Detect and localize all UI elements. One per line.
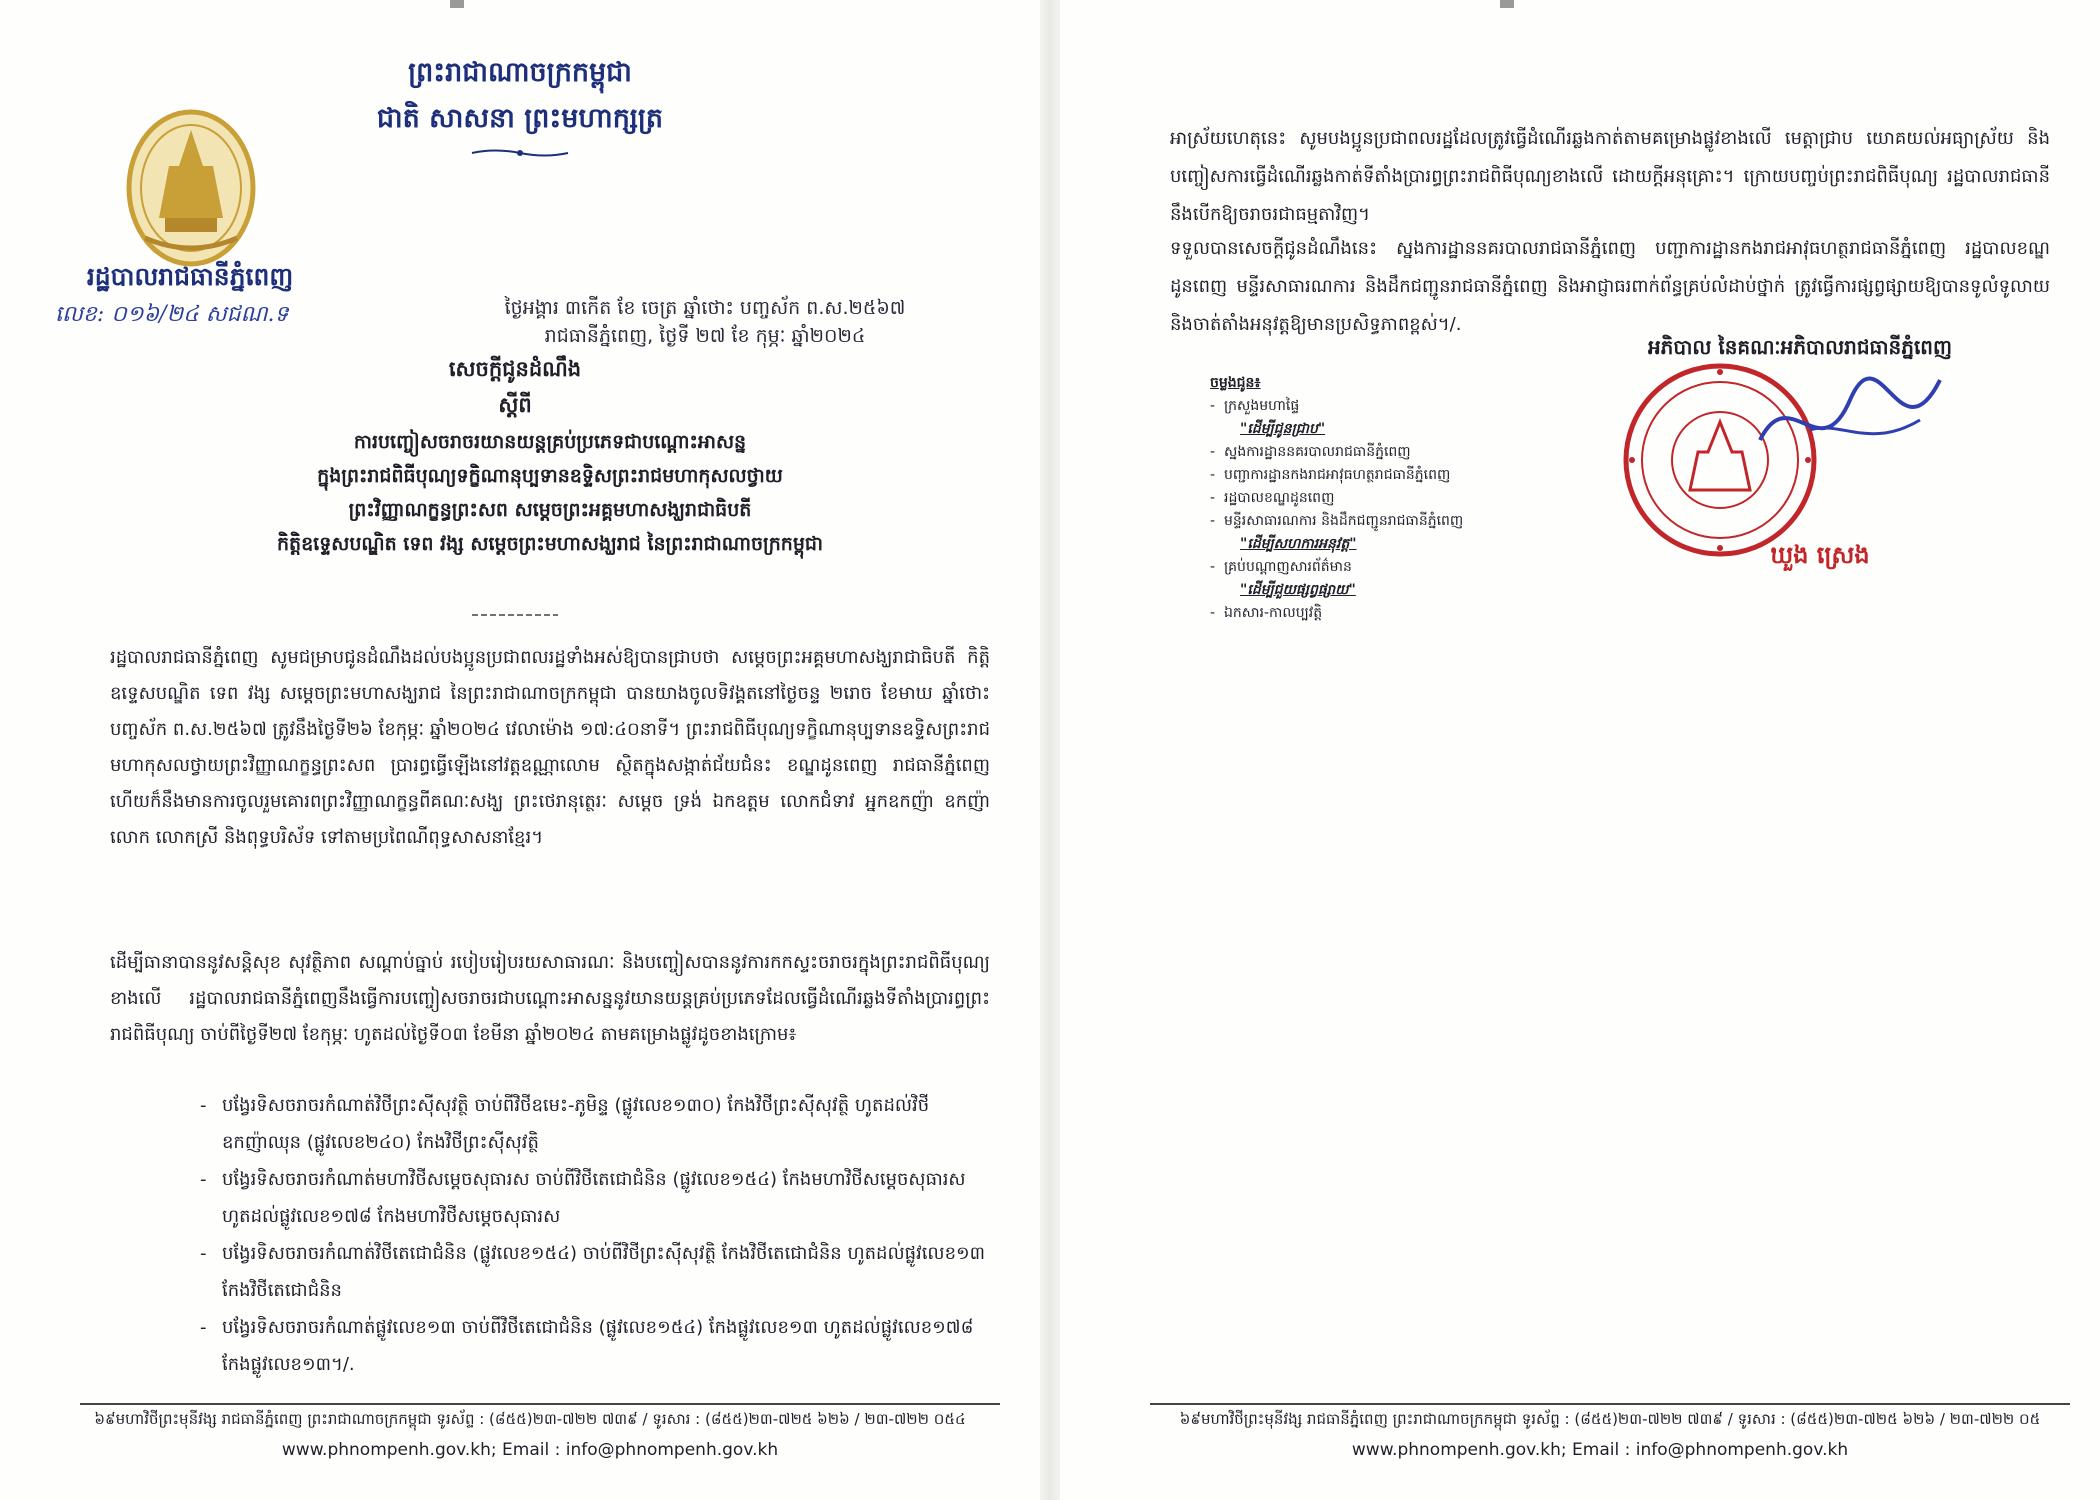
body-paragraph: រដ្ឋបាលរាជធានីភ្នំពេញ សូមជម្រាបជូនដំណឹងដល់បងប្អូនប្រជាពលរដ្ឋទាំងអស់ឱ្យបានជ្រាបថា សម្តេចព្រះអគ្គមហាសង្ឃរាជាធិបតី កិត្តិឧទ្ទេសបណ្ឌិត ទេព វង្ស សម្តេចព្រះមហាសង្ឃរាជ នៃព្រះរាជាណាចក្រកម្ពុជា បានយាងចូលទិវង្គតនៅថ្ងៃចន្ទ ២រោច ខែមាឃ ឆ្នាំថោះ បញ្ចស័ក ព.ស.២៥៦៧ ត្រូវនឹងថ្ងៃទី២៦ ខែកុម្ភៈ ឆ្នាំ២០២៤ វេលាម៉ោង ១៧:៤០នាទី។ ព្រះរាជពិធីបុណ្យទក្ខិណានុប្បទានឧទ្ទិសព្រះរាជមហាកុសលថ្វាយព្រះវិញ្ញាណក្ខន្ធព្រះសព ប្រារព្ធធ្វើឡើងនៅវត្តឧណ្ណាលោម ស្ថិតក្នុងសង្កាត់ជ័យជំនះ ខណ្ឌដូនពេញ រាជធានីភ្នំពេញ ហើយក៏នឹងមានការចូលរួមគោរពព្រះវិញ្ញាណក្ខន្ធពីគណៈសង្ឃ ព្រះថេរានុត្ថេរៈ សម្តេច ទ្រង់ ឯកឧត្តម លោកជំទាវ អ្នកឧកញ៉ា ឧកញ៉ា លោក លោកស្រី និងពុទ្ធបរិស័ទ ទៅតាមប្រពៃណីពុទ្ធសាសនាខ្មែរ។ [110,647,990,848]
page-gutter [1040,0,1060,1500]
section-divider [470,611,560,619]
national-motto: ជាតិ សាសនា ព្រះមហាក្សត្រ [376,103,664,134]
ministry-emblem [125,108,257,268]
cc-note: "ដើម្បីជួយផ្សព្វផ្សាយ" [1240,582,1356,598]
cc-item: - បញ្ជាការដ្ឋានកងរាជអាវុធហត្ថរាជធានីភ្នំពេញ [1210,467,1451,483]
reference-number: លេខ: ០១៦/២៤ សជណ.ទ [55,302,289,327]
cc-item-text: រដ្ឋបាលខណ្ឌដូនពេញ [1224,490,1335,506]
scan-mark [1500,0,1514,8]
cc-note: "ដើម្បីសហការអនុវត្ត" [1240,536,1357,552]
list-item-text: បង្វែរទិសចរាចរកំណាត់មហាវិថីសម្តេចសុធារស ចាប់ពីវិថីតេជោជំនិន (ផ្លូវលេខ១៥៤) កែងមហាវិថីសម្តេចសុធារស ហូតដល់ផ្លូវលេខ១៧៨ កែងមហាវិថីសម្តេចសុធារស [222,1169,966,1227]
document-page-right [1060,0,2100,1500]
cc-item: - ស្នងការដ្ឋាននគរបាលរាជធានីភ្នំពេញ [1210,444,1411,460]
body-paragraph: អាស្រ័យហេតុនេះ សូមបងប្អូនប្រជាពលរដ្ឋដែលត្រូវធ្វើដំណើរឆ្លងកាត់តាមគម្រោងផ្លូវខាងលើ មេត្តាជ្រាប យោគយល់អធ្យាស្រ័យ និងបញ្ចៀសការធ្វើដំណើរឆ្លងកាត់ទីតាំងប្រារព្ធព្រះរាជពិធីបុណ្យខាងលើ ដោយក្តីអនុគ្រោះ។ ក្រោយបញ្ចប់ព្រះរាជពិធីបុណ្យ រដ្ឋបាលរាជធានីនឹងបើកឱ្យចរាចរជាធម្មតាវិញ។ [1170,128,2050,225]
body-paragraph: ទទួលបានសេចក្តីជូនដំណឹងនេះ ស្នងការដ្ឋាននគរបាលរាជធានីភ្នំពេញ បញ្ជាការដ្ឋានកងរាជអាវុធហត្ថរាជធានីភ្នំពេញ រដ្ឋបាលខណ្ឌដូនពេញ មន្ទីរសាធារណការ និងដឹកជញ្ជូនរាជធានីភ្នំពេញ និងអាជ្ញាធរពាក់ព័ន្ធគ្រប់លំដាប់ថ្នាក់ ត្រូវធ្វើការផ្សព្វផ្សាយឱ្យបានទូលំទូលាយ និងចាត់តាំងអនុវត្តឱ្យមានប្រសិទ្ធភាពខ្ពស់។/. [1170,238,2050,335]
list-item: - បង្វែរទិសចរាចរកំណាត់វិថីតេជោជំនិន (ផ្លូវលេខ១៥៤) ចាប់ពីវិថីព្រះស៊ីសុវត្ថិ កែងវិថីតេជោជំនិន ហូតដល់ផ្លូវលេខ១៣ កែងវិថីតេជោជំនិន [200,1243,985,1301]
cc-item-text: ក្រសួងមហាផ្ទៃ [1224,398,1300,414]
signer-title: អភិបាល នៃគណៈអភិបាលរាជធានីភ្នំពេញ [1647,335,1953,359]
cc-item-text: បញ្ជាការដ្ឋានកងរាជអាវុធហត្ថរាជធានីភ្នំពេញ [1224,467,1451,483]
cc-item-text: គ្រប់បណ្តាញសារព័ត៌មាន [1224,559,1352,575]
footer-address: ៦៩មហាវិថីព្រះមុនីវង្ស រាជធានីភ្នំពេញ ព្រះរាជាណាចក្រកម្ពុជា ទូរស័ព្ទ : (៨៥៥)២៣-៧២២ ៧៣៩ / ទូរសារ : (៨៥៥)២៣-៧២៥ ៦២៦ / ២៣-៧២២ ០៥៤ [94,1410,966,1428]
detour-list [200,1087,990,1383]
list-item-text: បង្វែរទិសចរាចរកំណាត់វិថីព្រះស៊ីសុវត្ថិ ចាប់ពីវិថីឧមេះ-ភូមិន្ទ (ផ្លូវលេខ១៣០) កែងវិថីព្រះស៊ីសុវត្ថិ ហូតដល់វិថីឧកញ៉ាឈុន (ផ្លូវលេខ២៤០) កែងវិថីព្រះស៊ីសុវត្ថិ [222,1095,930,1153]
subject-line: ក្នុងព្រះរាជពិធីបុណ្យទក្ខិណានុប្បទានឧទ្ទិសព្រះរាជមហាកុសលថ្វាយ [317,465,783,487]
footer-rule [1150,1403,2070,1405]
signature-icon [1750,360,1950,480]
subject-line: កិត្តិឧទ្ទេសបណ្ឌិត ទេព វង្ស សម្តេចព្រះមហាសង្ឃរាជ នៃព្រះរាជាណាចក្រកម្ពុជា [277,533,823,555]
city-date: រាជធានីភ្នំពេញ, ថ្ងៃទី ២៧ ខែ កុម្ភៈ ឆ្នាំ២០២៤ [544,325,866,347]
cc-list [1210,372,1590,625]
list-item-text: បង្វែរទិសចរាចរកំណាត់វិថីតេជោជំនិន (ផ្លូវលេខ១៥៤) ចាប់ពីវិថីព្រះស៊ីសុវត្ថិ កែងវិថីតេជោជំនិន ហូតដល់ផ្លូវលេខ១៣ កែងវិថីតេជោជំនិន [222,1243,985,1301]
notice-title: សេចក្តីជូនដំណឹង [448,357,582,381]
footer-web: www.phnompenh.gov.kh; Email : info@phnompenh.gov.kh [1351,1440,1849,1460]
cc-heading: ចម្លងជូន៖ [1210,375,1261,391]
cc-item: - ឯកសារ-កាលប្បវត្តិ [1210,605,1323,621]
cc-item: - រដ្ឋបាលខណ្ឌដូនពេញ [1210,490,1335,506]
subject-block [150,425,950,561]
cc-note: "ដើម្បីជូនជ្រាប" [1240,421,1326,437]
ministry-name: រដ្ឋបាលរាជធានីភ្នំពេញ [86,262,294,291]
footer-address: ៦៩មហាវិថីព្រះមុនីវង្ស រាជធានីភ្នំពេញ ព្រះរាជាណាចក្រកម្ពុជា ទូរស័ព្ទ : (៨៥៥)២៣-៧២២ ៧៣៩ / ទូរសារ : (៨៥៥)២៣-៧២៥ ៦២៦ / ២៣-៧២២ ០៥ [1179,1410,2041,1428]
signer-name: ឃួង ស្រេង [1770,541,1870,569]
list-item-text: បង្វែរទិសចរាចរកំណាត់ផ្លូវលេខ១៣ ចាប់ពីវិថីតេជោជំនិន (ផ្លូវលេខ១៥៤) កែងផ្លូវលេខ១៣ ហូតដល់ផ្លូវលេខ១៧៨ កែងផ្លូវលេខ១៣។/. [222,1317,974,1375]
letterhead-kingdom [355,50,685,142]
list-item: - បង្វែរទិសចរាចរកំណាត់វិថីព្រះស៊ីសុវត្ថិ ចាប់ពីវិថីឧមេះ-ភូមិន្ទ (ផ្លូវលេខ១៣០) កែងវិថីព្រះស៊ីសុវត្ថិ ហូតដល់វិថីឧកញ៉ាឈុន (ផ្លូវលេខ២៤០) កែងវិថីព្រះស៊ីសុវត្ថិ [200,1095,930,1153]
subject-line: ព្រះវិញ្ញាណក្ខន្ធព្រះសព សម្តេចព្រះអគ្គមហាសង្ឃរាជាធិបតី [348,499,752,521]
list-item: - បង្វែរទិសចរាចរកំណាត់មហាវិថីសម្តេចសុធារស ចាប់ពីវិថីតេជោជំនិន (ផ្លូវលេខ១៥៤) កែងមហាវិថីសម្តេចសុធារស ហូតដល់ផ្លូវលេខ១៧៨ កែងមហាវិថីសម្តេចសុធារស [200,1169,966,1227]
about-label: ស្តីពី [498,393,532,417]
footer-rule [80,1403,1000,1405]
cc-item-text: ស្នងការដ្ឋាននគរបាលរាជធានីភ្នំពេញ [1224,444,1411,460]
kingdom-name: ព្រះរាជាណាចក្រកម្ពុជា [408,57,632,88]
document-page-left [0,0,1040,1500]
list-item: - បង្វែរទិសចរាចរកំណាត់ផ្លូវលេខ១៣ ចាប់ពីវិថីតេជោជំនិន (ផ្លូវលេខ១៥៤) កែងផ្លូវលេខ១៣ ហូតដល់ផ្លូវលេខ១៧៨ កែងផ្លូវលេខ១៣។/. [200,1317,974,1375]
cc-item: - មន្ទីរសាធារណការ និងដឹកជញ្ជូនរាជធានីភ្នំពេញ [1210,513,1464,529]
footer-web: www.phnompenh.gov.kh; Email : info@phnompenh.gov.kh [281,1440,779,1460]
scan-mark [450,0,464,8]
cc-item-text: ឯកសារ-កាលប្បវត្តិ [1224,605,1323,621]
cc-item: - ក្រសួងមហាផ្ទៃ [1210,398,1300,414]
cc-item-text: មន្ទីរសាធារណការ និងដឹកជញ្ជូនរាជធានីភ្នំពេញ [1224,513,1464,529]
cc-item: - គ្រប់បណ្តាញសារព័ត៌មាន [1210,559,1352,575]
subject-line: ការបញ្ចៀសចរាចរយានយន្តគ្រប់ប្រភេទជាបណ្តោះអាសន្ន [353,431,747,453]
flourish-ornament [470,146,570,160]
body-paragraph: ដើម្បីធានាបាននូវសន្តិសុខ សុវត្ថិភាព សណ្តាប់ធ្នាប់ របៀបរៀបរយសាធារណៈ និងបញ្ចៀសបាននូវការកកស្ទះចរាចរក្នុងព្រះរាជពិធីបុណ្យខាងលើ រដ្ឋបាលរាជធានីភ្នំពេញនឹងធ្វើការបញ្ចៀសចរាចរជាបណ្តោះអាសន្ននូវយានយន្តគ្រប់ប្រភេទដែលធ្វើដំណើរឆ្លងទីតាំងប្រារព្ធព្រះរាជពិធីបុណ្យ ចាប់ពីថ្ងៃទី២៧ ខែកុម្ភៈ ហូតដល់ថ្ងៃទី០៣ ខែមីនា ឆ្នាំ២០២៤ តាមគម្រោងផ្លូវដូចខាងក្រោម៖ [110,952,990,1045]
lunar-date: ថ្ងៃអង្គារ ៣កើត ខែ ចេត្រ ឆ្នាំថោះ បញ្ចស័ក ព.ស.២៥៦៧ [504,297,906,319]
